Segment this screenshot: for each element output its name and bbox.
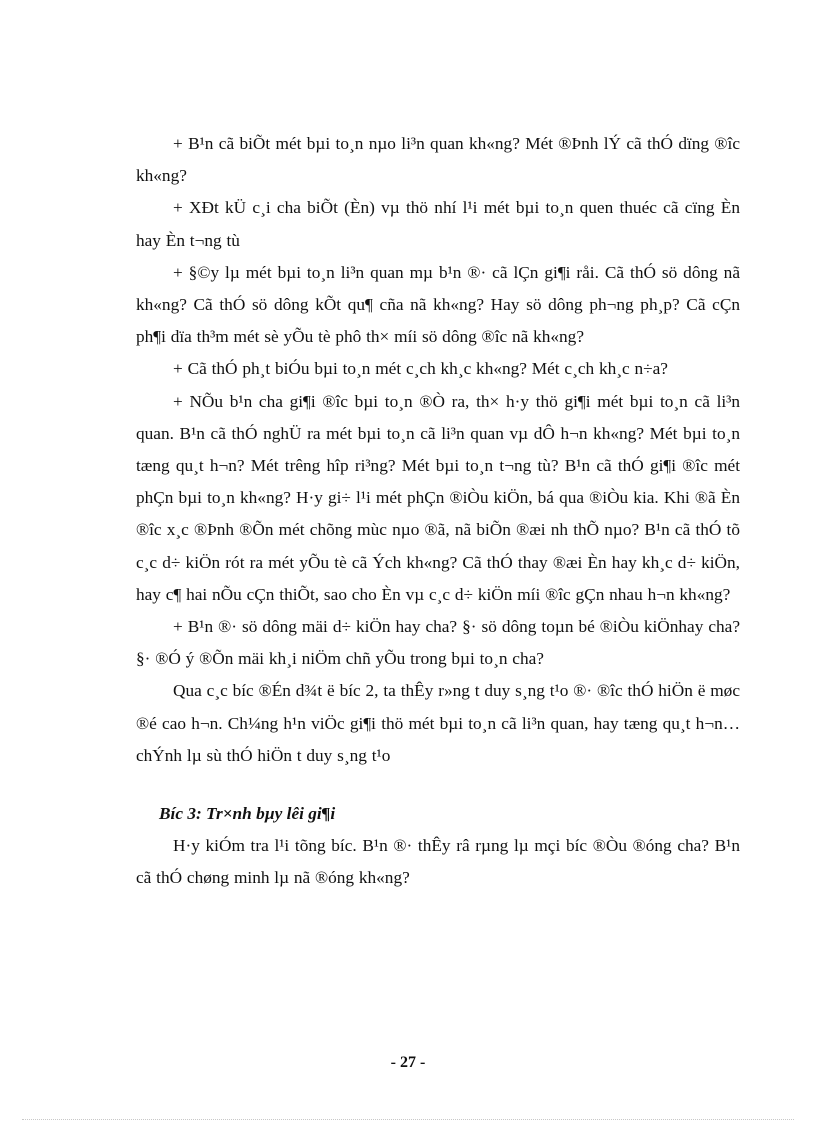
paragraph-solved-problem: + §©y lµ mét bµi to¸n li³n quan mµ b¹n ®· cã lÇn gi¶i råi. Cã thÓ sö dông nã kh«ng? Cã thÓ sö dông kÕt qu¶ cña nã kh«ng? Hay sö dông ph¬ng ph¸p? Cã cÇn ph¶i dïa th³m mét sè yÕu tè phô th× míi sö dông ®îc nã kh«ng? bbox=[136, 262, 740, 347]
paragraph-related-problem: + B¹n cã biÕt mét bµi to¸n nµo li³n quan kh«ng? Mét ®Þnh lÝ cã thÓ dïng ®îc kh«ng? bbox=[136, 134, 740, 186]
paragraph-check: H·y kiÓm tra l¹i tõng bíc. B¹n ®· thÊy râ rµng lµ mçi bíc ®Òu ®óng cha? B¹n cã thÓ chøng minh lµ nã ®óng kh«ng? bbox=[136, 836, 740, 888]
paragraph-restate: + Cã thÓ ph¸t biÓu bµi to¸n mét c¸ch kh¸c kh«ng? Mét c¸ch kh¸c n÷a? bbox=[173, 359, 668, 379]
paragraph-related-solve: + NÕu b¹n cha gi¶i ®îc bµi to¸n ®Ò ra, th× h·y thö gi¶i mét bµi to¸n cã li³n quan. B¹n cã thÓ nghÜ ra mét bµi to¸n cã li³n quan vµ dÔ h¬n kh«ng? Mét bµi to¸n tæng qu¸t h¬n? Mét trêng hîp ri³ng? Mét bµi to¸n t¬ng tù? B¹n cã thÓ gi¶i ®îc mét phÇn bµi to¸n kh«ng? H·y gi÷ l¹i mét phÇn ®iÒu kiÖn, bá qua ®iÒu kia. Khi ®ã Èn ®îc x¸c ®Þnh ®Õn mét chõng mùc nµo ®ã, nã biÕn ®æi nh thÕ nµo? B¹n cã thÓ tõ c¸c d÷ kiÖn rót ra mét yÕu tè cã Ých kh«ng? Cã thÓ thay ®æi Èn hay kh¸c d÷ kiÖn, hay c¶ hai nÕu cÇn thiÕt, sao cho Èn vµ c¸c d÷ kiÖn míi ®îc gÇn nhau h¬n kh«ng? bbox=[136, 391, 740, 604]
body-text bbox=[136, 128, 740, 895]
footer-divider bbox=[22, 1119, 794, 1120]
paragraph-summary: Qua c¸c bíc ®Én d¾t ë bíc 2, ta thÊy r»ng t duy s¸ng t¹o ®· ®îc thÓ hiÖn ë møc ®é cao h¬n. Ch¼ng h¹n viÖc gi¶i thö mét bµi to¸n cã li³n quan, hay tæng qu¸t h¬n… chÝnh lµ sù thÓ hiÖn t duy s¸ng t¹o bbox=[136, 681, 740, 765]
section-heading: Bíc 3: Tr×nh bµy lêi gi¶i bbox=[159, 804, 336, 824]
paragraph-all-data: + B¹n ®· sö dông mäi d÷ kiÖn hay cha? §· sö dông toµn bé ®iÒu kiÖnhay cha? §· ®Ó ý ®Õn mäi kh¸i niÖm chñ yÕu trong bµi to¸n cha? bbox=[136, 617, 740, 669]
page-number: - 27 - bbox=[390, 1054, 426, 1071]
paragraph-unknown: + XÐt kÜ c¸i cha biÕt (Èn) vµ thö nhí l¹i mét bµi to¸n quen thuéc cã cïng Èn hay Èn t¬ng tù bbox=[136, 198, 740, 250]
